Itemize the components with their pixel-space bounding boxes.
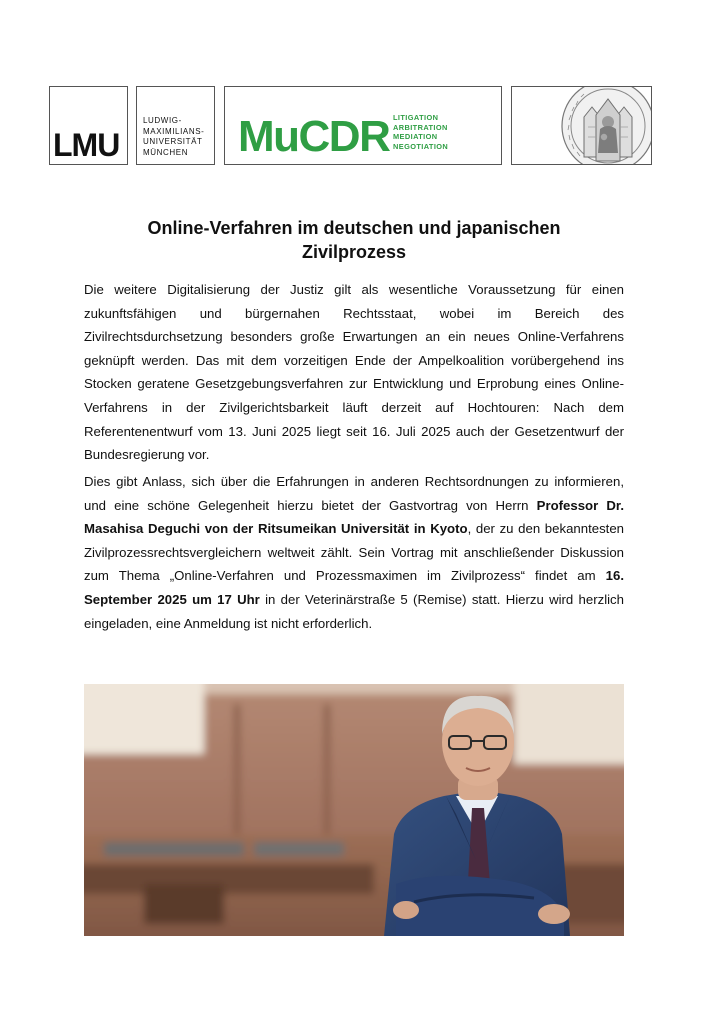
intro-paragraph: Die weitere Digitalisierung der Justiz gilt als wesentliche Voraussetzung für einen zukunftsfähigen und bürgernahen Rechtsstaat, wobei im Bereich des Zivilrechtsdurchsetzung besonders große Erwartungen an ein neues Online-Verfahrens geknüpft werden. Das mit dem vorzeitigen Ende der Ampelkoalition vorübergehend ins Stocken geratene Gesetzgebungsverfahren zur Entwicklung und Erprobung eines Online-Verfahrens in der Zivilgerichtsbarkeit läuft derzeit auf Hochtouren: Nach dem Referentenentwurf vom 13. Juni 2025 liegt seit 16. Juli 2025 auch der Gesetzentwurf der Bundesregierung vor. <box>84 282 624 463</box>
mucdr-logo-text: MuCDR <box>238 112 390 161</box>
lmu-name-logo <box>136 86 215 165</box>
event-text: , der zu den bekanntesten Zivilprozessrechtsvergleichern weltweit zählt. Sein Vortrag mit anschließender Diskussion zum Thema „Online-Verfahren und Prozessmaximen im Zivilprozess“ findet am <box>84 521 624 584</box>
lmu-name-line: MAXIMILIANS- <box>143 126 205 136</box>
event-paragraph <box>84 470 624 635</box>
lmu-name-text <box>143 116 204 158</box>
university-seal <box>511 86 652 165</box>
speaker-name: Professor Dr. Masahisa Deguchi von der Ritsumeikan Universität in Kyoto <box>84 497 624 537</box>
lmu-logo-text: LMU <box>53 127 120 163</box>
event-datetime: 16. September 2025 um 17 Uhr <box>84 568 624 607</box>
speaker-photo <box>84 684 624 936</box>
title-line: Online-Verfahren im deutschen und japanischen <box>147 218 561 238</box>
mucdr-tag: LITIGATION <box>393 113 439 122</box>
mucdr-tagline <box>393 113 448 151</box>
lmu-name-line: MÜNCHEN <box>143 147 189 157</box>
lmu-name-line: UNIVERSITÄT <box>143 137 203 146</box>
mucdr-tag: ARBITRATION <box>393 122 448 132</box>
mucdr-logo <box>224 86 502 165</box>
speaker-portrait-image <box>84 684 624 936</box>
page-title <box>84 216 624 264</box>
lmu-logo <box>49 86 128 165</box>
title-line: Zivilprozess <box>301 242 407 262</box>
seal-icon <box>512 87 652 165</box>
mucdr-tag: MEDIATION <box>393 132 438 141</box>
event-text: in der Veterinärstraße 5 (Remise) statt. Hierzu wird herzlich eingeladen, eine Anmeldung ist nicht erforderlich. <box>84 591 624 631</box>
lmu-name-line: LUDWIG- <box>143 116 182 125</box>
mucdr-tag: NEGOTIATION <box>393 141 449 151</box>
event-text: Dies gibt Anlass, sich über die Erfahrungen in anderen Rechtsordnungen zu informieren, und eine schöne Gelegenheit hierzu bietet der Gastvortrag von Herrn <box>84 474 624 513</box>
